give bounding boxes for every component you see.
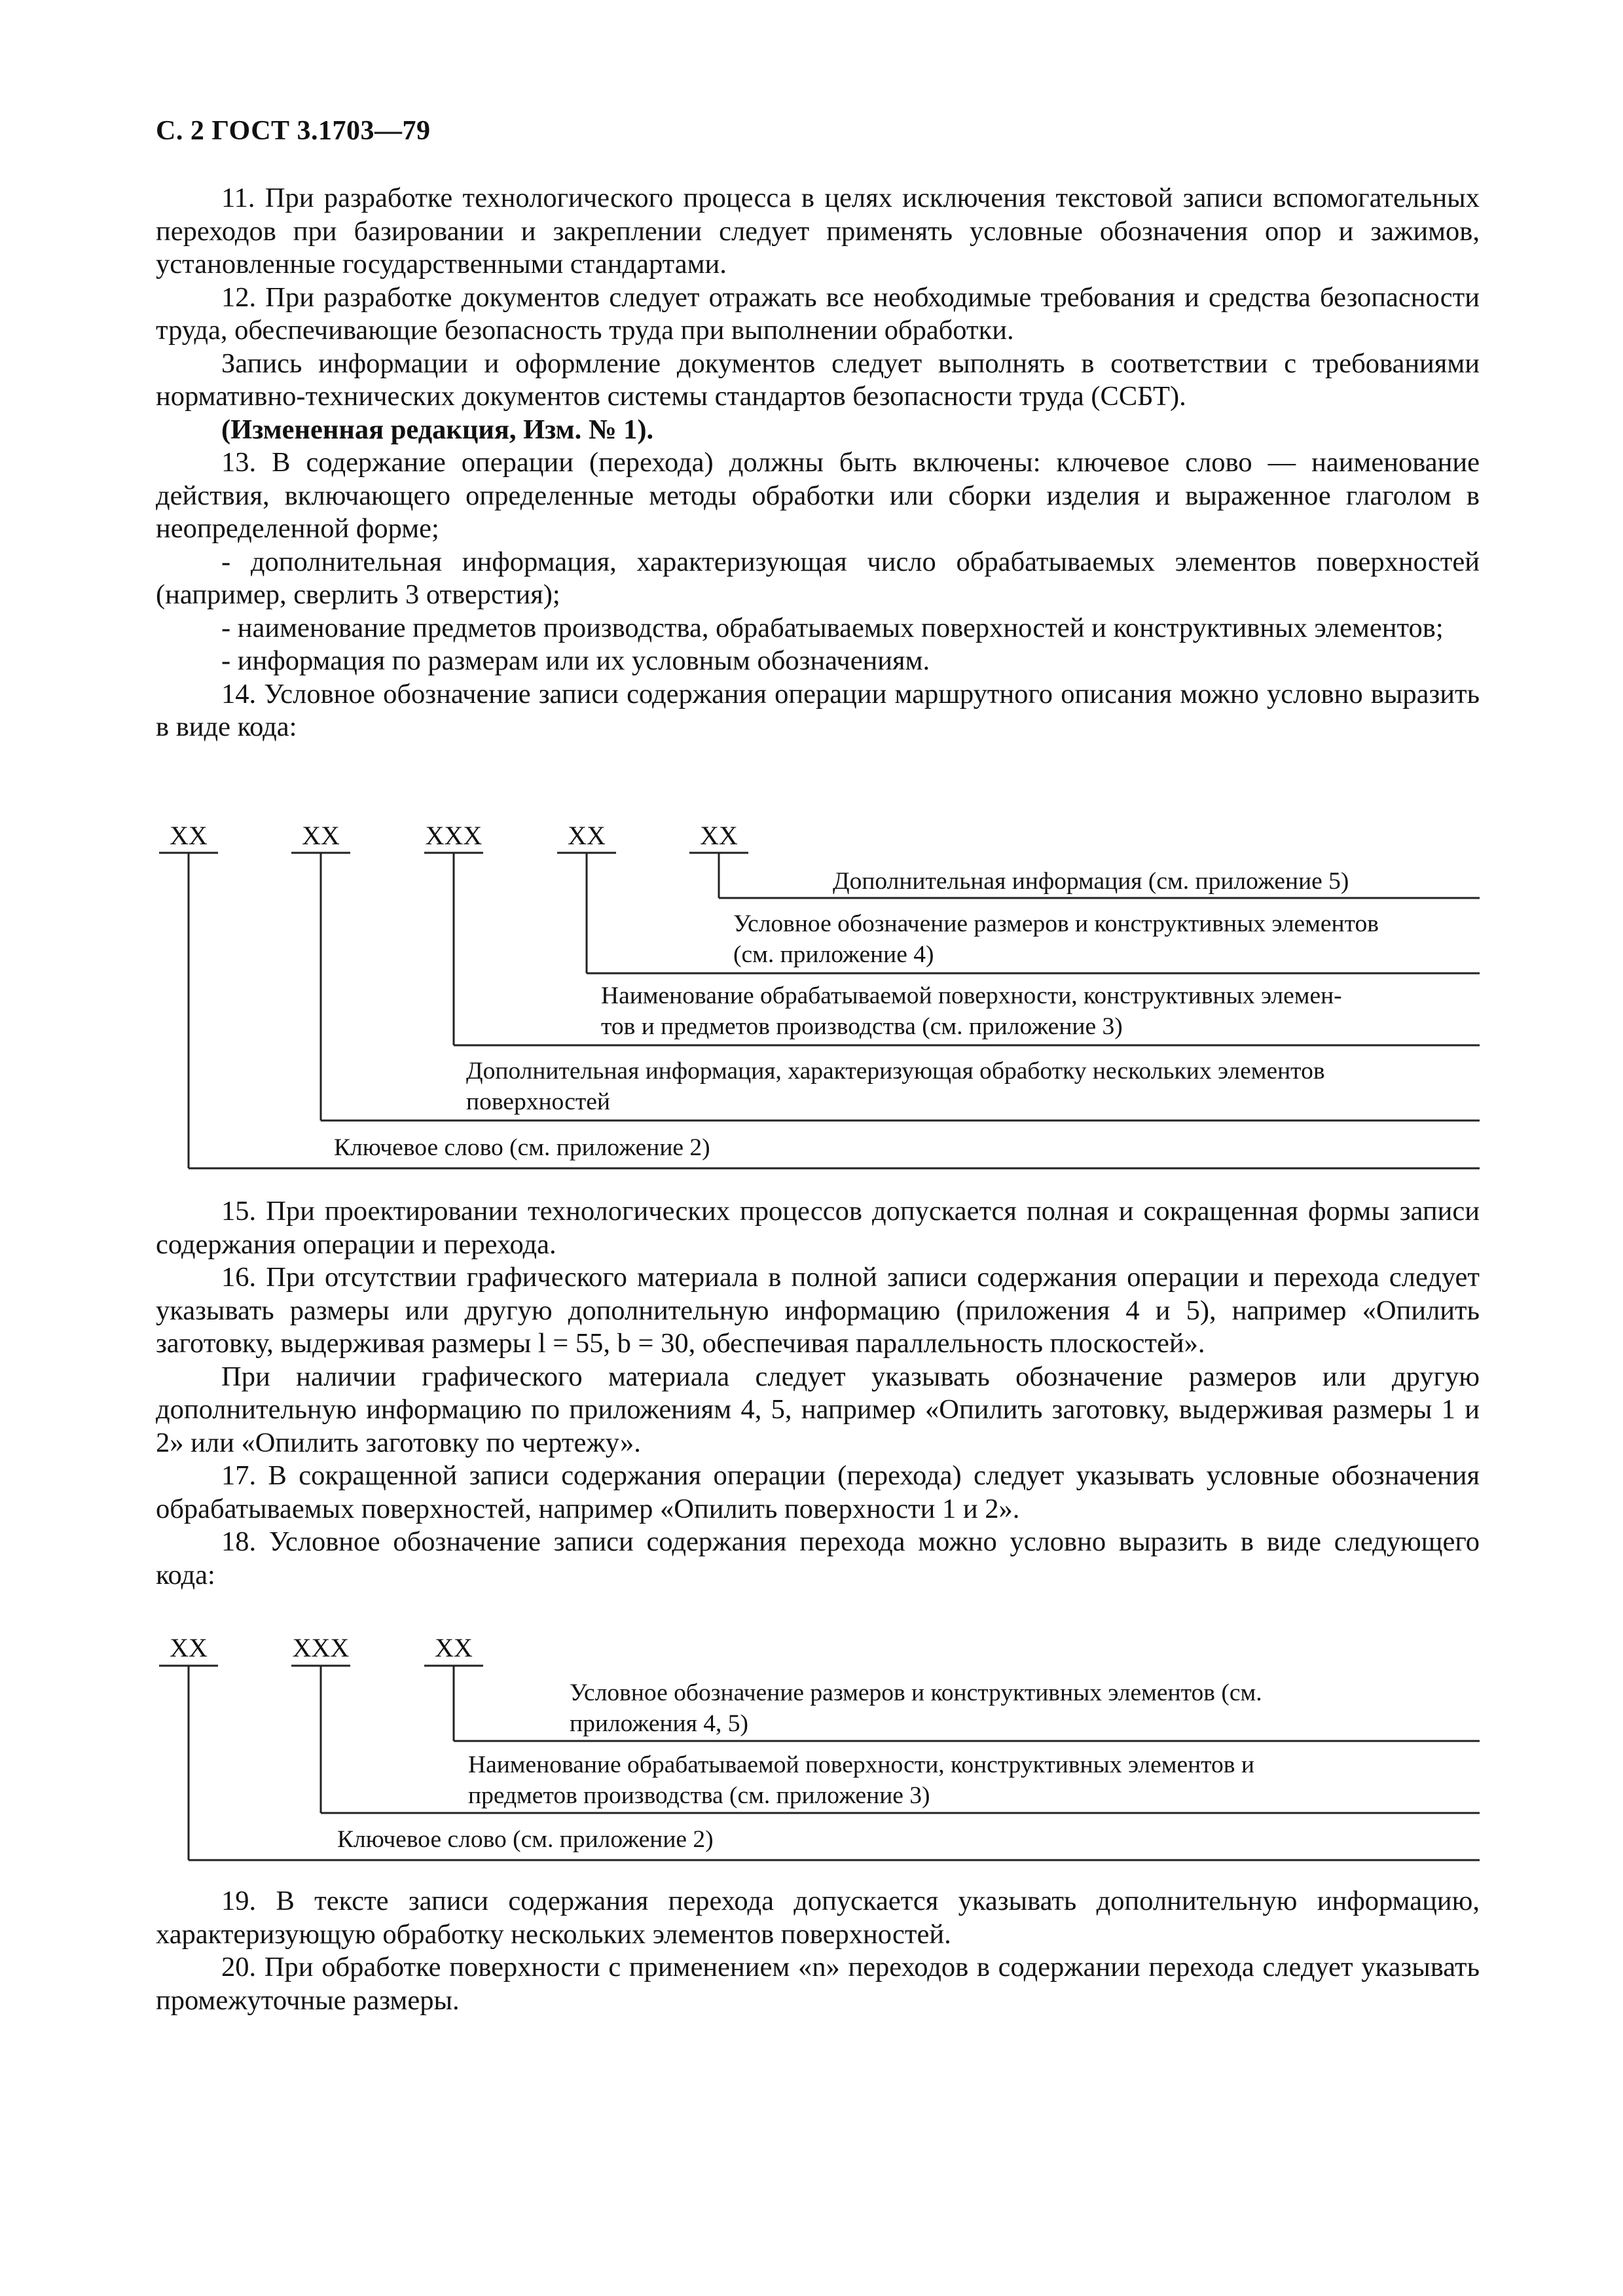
page-header: С. 2 ГОСТ 3.1703—79 [156,116,431,146]
paragraph-20: 20. При обработке поверхности с применением «n» переходов в содержании перехода следует указывать промежуточные размеры. [156,1952,1480,2016]
paragraph-18: 18. Условное обозначение записи содержания перехода можно условно выразить в виде следующего кода: [156,1526,1480,1590]
label-dimensions-line1: Условное обозначение размеров и конструктивных элементов [733,910,1379,937]
text-section-items-19-20 [156,1885,1480,2017]
paragraph-14: 14. Условное обозначение записи содержания операции маршрутного описания можно условно выразить в виде кода: [156,678,1480,742]
text-section-items-11-14 [156,182,1480,744]
paragraph-13: 13. В содержание операции (перехода) должны быть включены: ключевое слово — наименование действия, включающего определенные методы обработки или сборки изделия и выраженное глаголом в неопределенной форме; [156,447,1480,544]
label-additional-info-5: Дополнительная информация (см. приложение 5) [833,868,1349,895]
label2-keyword: Ключевое слово (см. приложение 2) [337,1826,714,1853]
code2-3: XX [435,1633,473,1662]
code-4: XX [568,821,606,850]
code-2: XX [302,821,340,850]
text-section-items-15-18 [156,1195,1480,1592]
paragraph-19: 19. В тексте записи содержания перехода допускается указывать дополнительную информацию, характеризующую обработку нескольких элементов поверхностей. [156,1886,1480,1950]
paragraph-13-item-c: - информация по размерам или их условным обозначениям. [221,645,930,676]
paragraph-16: 16. При отсутствии графического материала в полной записи содержания операции и перехода следует указывать размеры или другую дополнительную информацию (приложения 4 и 5), например «Опилить заготовку, выдерживая размеры l = 55, b = 30, обеспечивая параллельность плоскостей». [156,1262,1480,1359]
label-extra-info-line2: поверхностей [466,1088,610,1115]
code-5: XX [700,821,738,850]
paragraph-11: 11. При разработке технологического процесса в целях исключения текстовой записи вспомогательных переходов при базировании и закреплении следует применять условные обозначения опор и зажимов, установленные государственными стандартами. [156,183,1480,279]
code2-2: XXX [292,1633,350,1662]
paragraph-15: 15. При проектировании технологических процессов допускается полная и сокращенная формы записи содержания операции и перехода. [156,1196,1480,1260]
paragraph-16-continued: При наличии графического материала следует указывать обозначение размеров или другую дополнительную информацию по приложениям 4, 5, например «Опилить заготовку, выдерживая размеры 1 и 2» или «Опилить заготовку по чертежу». [156,1361,1480,1458]
label-keyword: Ключевое слово (см. приложение 2) [334,1134,710,1161]
paragraph-12-continued: Запись информации и оформление документов следует выполнять в соответствии с требованиями нормативно-технических документов системы стандартов безопасности труда (ССБТ). [156,348,1480,412]
code2-1: XX [170,1633,208,1662]
label-extra-info-line1: Дополнительная информация, характеризующая обработку нескольких элементов [466,1058,1325,1085]
label-dimensions-line2: (см. приложение 4) [733,941,934,968]
paragraph-13-item-b: - наименование предметов производства, обрабатываемых поверхностей и конструктивных элементов; [221,612,1444,643]
paragraph-12: 12. При разработке документов следует отражать все необходимые требования и средства безопасности труда, обеспечивающие безопасность труда при выполнении обработки. [156,281,1480,346]
code-3: XXX [425,821,483,850]
label2-dimensions-line2: приложения 4, 5) [570,1710,748,1737]
code-1: XX [170,821,208,850]
label-surface-line2: тов и предметов производства (см. приложение 3) [601,1013,1123,1040]
label2-surface-line2: предметов производства (см. приложение 3) [468,1782,930,1809]
paragraph-17: 17. В сокращенной записи содержания операции (перехода) следует указывать условные обозначения обрабатываемых поверхностей, например «Опилить поверхности 1 и 2». [156,1460,1480,1524]
amendment-note: (Измененная редакция, Изм. № 1). [221,414,654,445]
label2-surface-line1: Наименование обрабатываемой поверхности, конструктивных элементов и [468,1751,1254,1778]
paragraph-13-item-a: - дополнительная информация, характеризующая число обрабатываемых элементов поверхностей (например, сверлить 3 отверстия); [156,546,1480,610]
label-surface-line1: Наименование обрабатываемой поверхности, конструктивных элемен- [601,982,1342,1009]
label2-dimensions-line1: Условное обозначение размеров и конструктивных элементов (см. [570,1679,1262,1706]
